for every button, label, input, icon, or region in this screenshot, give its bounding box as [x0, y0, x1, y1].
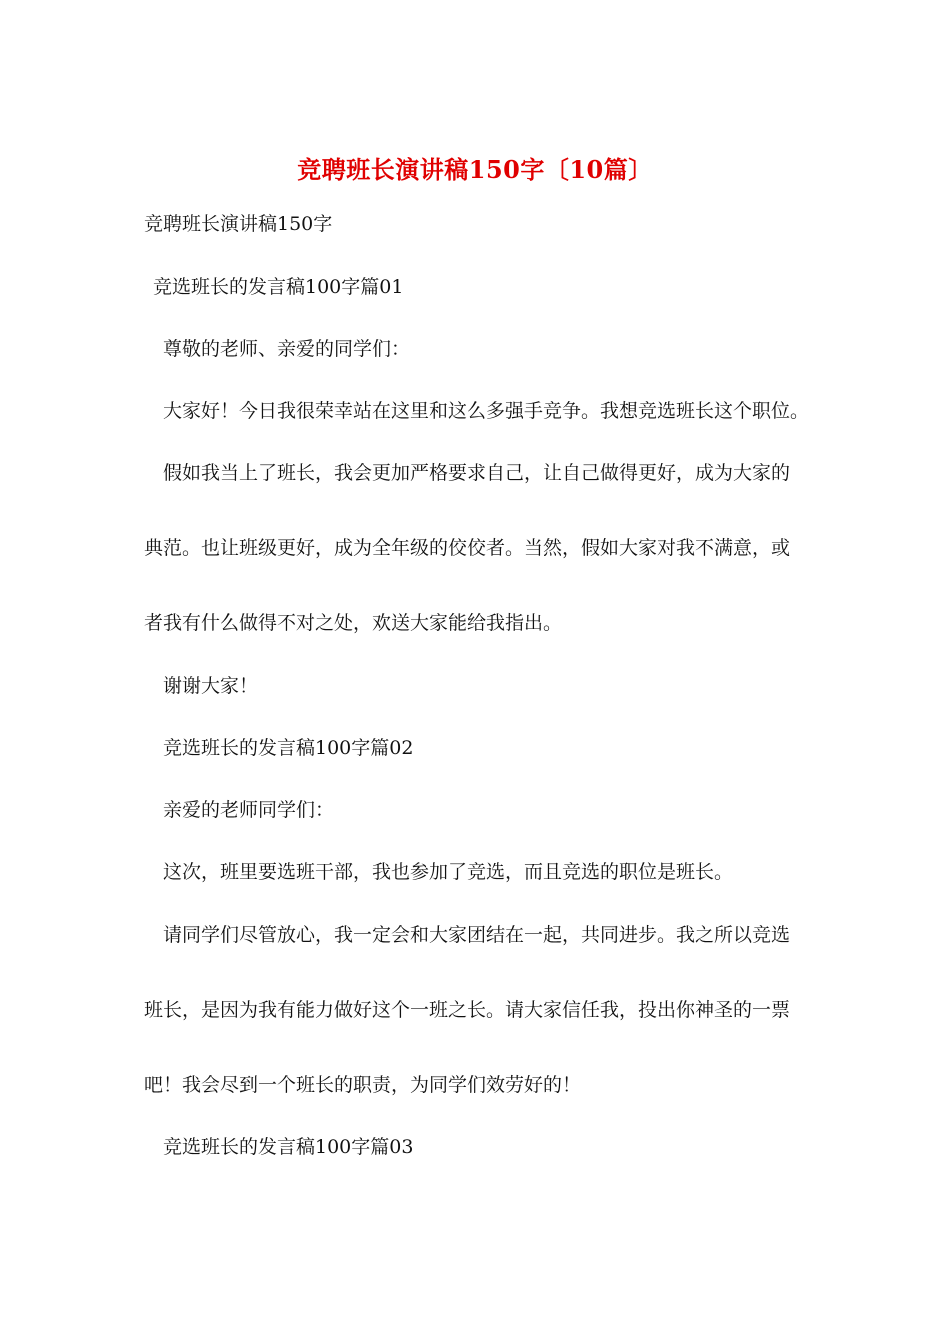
paragraph-line: 者我有什么做得不对之处，欢送大家能给我指出。 — [144, 612, 563, 634]
document-subtitle: 竞聘班长演讲稿150字 — [144, 213, 333, 235]
paragraph-line: 这次，班里要选班干部，我也参加了竞选，而且竞选的职位是班长。 — [163, 861, 734, 883]
section-heading-02: 竞选班长的发言稿100字篇02 — [163, 737, 414, 759]
paragraph-line: 亲爱的老师同学们： — [163, 799, 335, 821]
paragraph-line: 典范。也让班级更好，成为全年级的佼佼者。当然，假如大家对我不满意，或 — [144, 537, 791, 559]
paragraph-line: 班长，是因为我有能力做好这个一班之长。请大家信任我，投出你神圣的一票 — [144, 999, 791, 1021]
section-heading-01: 竞选班长的发言稿100字篇01 — [153, 276, 404, 298]
paragraph-line: 请同学们尽管放心，我一定会和大家团结在一起，共同进步。我之所以竞选 — [163, 924, 791, 946]
paragraph-line: 大家好！今日我很荣幸站在这里和这么多强手竞争。我想竞选班长这个职位。 — [163, 400, 810, 422]
paragraph-line: 吧！我会尽到一个班长的职责，为同学们效劳好的！ — [144, 1074, 582, 1096]
paragraph-line: 谢谢大家！ — [163, 675, 259, 697]
paragraph-line: 假如我当上了班长，我会更加严格要求自己，让自己做得更好，成为大家的 — [163, 462, 791, 484]
paragraph-line: 尊敬的老师、亲爱的同学们： — [163, 338, 411, 360]
section-heading-03: 竞选班长的发言稿100字篇03 — [163, 1136, 414, 1158]
document-title: 竞聘班长演讲稿150字〔10篇〕 — [297, 155, 653, 184]
